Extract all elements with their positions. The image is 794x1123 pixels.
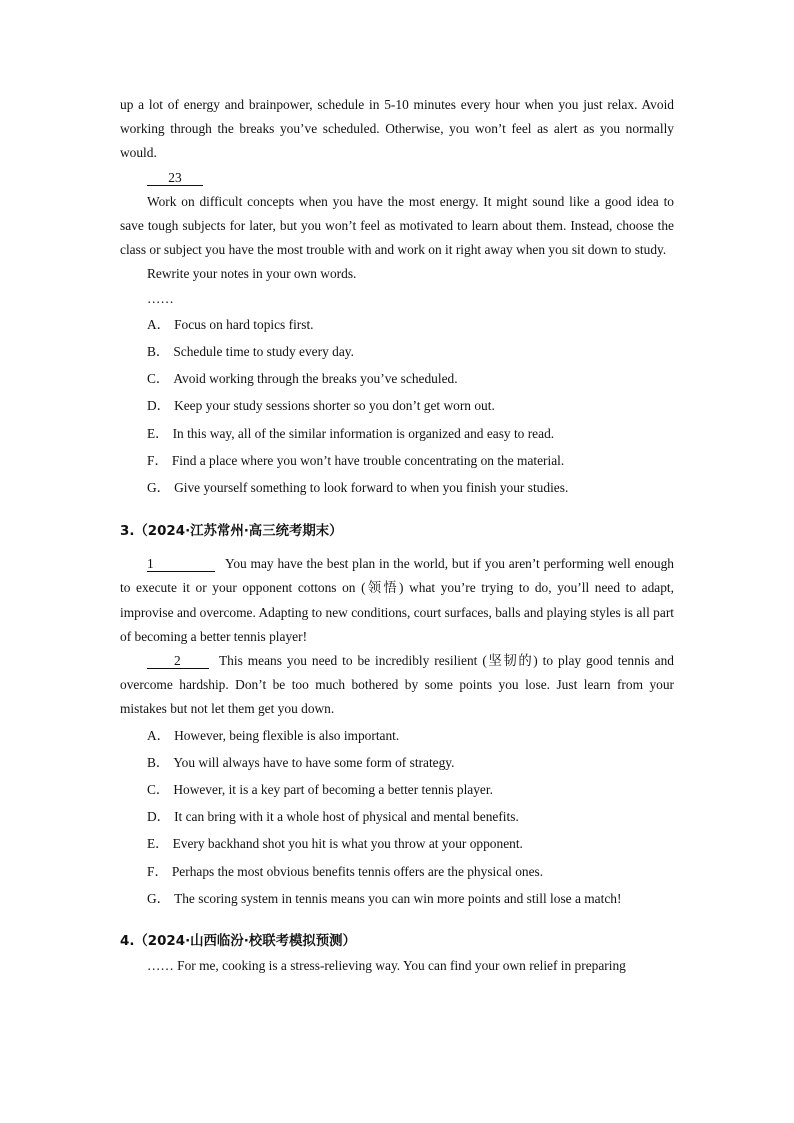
option-text: Give yourself something to look forward to when you finish your studies. — [174, 480, 569, 496]
section3-para2-wrap — [120, 649, 674, 722]
answer-blank-2[interactable]: 2 — [147, 653, 209, 669]
section2-para2: Rewrite your notes in your own words. — [147, 266, 357, 282]
option-letter: A． — [147, 316, 171, 332]
option-text: Perhaps the most obvious benefits tennis offers are the physical ones. — [171, 863, 544, 879]
section3-heading: 3.（2024·江苏常州·高三统考期末） — [120, 524, 343, 540]
option-letter: C． — [147, 782, 170, 798]
answer-blank-23[interactable]: 23 — [147, 170, 203, 186]
option-letter: C． — [147, 371, 170, 387]
option-letter: D． — [147, 809, 171, 825]
option-letter: G． — [147, 890, 171, 906]
option-e — [120, 830, 674, 857]
option-letter: B． — [147, 754, 170, 770]
section2-para1: Work on difficult concepts when you have the most energy. It might sound like a good idea to save tough subjects for later, but you won’t feel as motivated to learn about them. Instead, choose the class or subject you have the most trouble with and work on it right away when you sit down to study. — [120, 193, 674, 258]
option-d — [120, 803, 674, 830]
option-c — [120, 776, 674, 803]
section3-options — [120, 722, 674, 912]
option-b — [120, 749, 674, 776]
option-text: Avoid working through the breaks you’ve scheduled. — [173, 371, 458, 387]
blank-23-line — [120, 166, 674, 190]
answer-blank-1[interactable]: 1 — [147, 556, 215, 572]
option-text: However, it is a key part of becoming a better tennis player. — [173, 782, 493, 798]
option-text: However, being flexible is also important. — [174, 727, 400, 743]
option-c — [120, 365, 674, 392]
option-text: In this way, all of the similar information is organized and easy to read. — [172, 425, 555, 441]
option-text: Every backhand shot you hit is what you throw at your opponent. — [172, 836, 523, 852]
section3-para2: This means you need to be incredibly resilient (坚韧的) to play good tennis and overcome hardship. Don’t be too much bothered by some points you lose. Just learn from your mistakes but not let them get you down. — [120, 653, 674, 717]
option-f — [120, 447, 674, 474]
option-d — [120, 392, 674, 419]
option-f — [120, 858, 674, 885]
option-a — [120, 311, 674, 338]
option-text: Keep your study sessions shorter so you don’t get worn out. — [174, 398, 495, 414]
option-letter: B． — [147, 344, 170, 360]
option-a — [120, 722, 674, 749]
option-letter: G． — [147, 480, 171, 496]
option-text: You will always have to have some form of strategy. — [173, 754, 455, 770]
option-e — [120, 420, 674, 447]
section4-heading: 4.（2024·山西临汾·校联考模拟预测） — [120, 934, 356, 950]
section3-para1-wrap — [120, 552, 674, 649]
option-text: Schedule time to study every day. — [173, 344, 354, 360]
option-g — [120, 474, 674, 501]
document-page — [120, 93, 674, 978]
option-text: Find a place where you won’t have trouble concentrating on the material. — [171, 452, 565, 468]
section3-para1: You may have the best plan in the world, but if you aren’t performing well enough to execute it or your opponent cottons on (领悟) what you’re trying to do, you’ll need to adapt, improvise and overcome. Adapting to new conditions, court surfaces, balls and playing styles is all part of becoming a better tennis player! — [120, 556, 674, 644]
section2-intro: up a lot of energy and brainpower, schedule in 5-10 minutes every hour when you just relax. Avoid working through the breaks you’ve scheduled. Otherwise, you won’t feel as alert as you normally would. — [120, 97, 674, 161]
option-g — [120, 885, 674, 912]
option-letter: E． — [147, 425, 169, 441]
option-text: The scoring system in tennis means you can win more points and still lose a match! — [174, 890, 622, 906]
section2-ellipsis: …… — [147, 290, 174, 306]
option-letter: E． — [147, 836, 169, 852]
option-letter: D． — [147, 398, 171, 414]
section4-para1: …… For me, cooking is a stress-relieving way. You can find your own relief in preparing — [147, 958, 626, 974]
option-letter: A． — [147, 727, 171, 743]
option-letter: F． — [147, 452, 168, 468]
option-text: It can bring with it a whole host of physical and mental benefits. — [174, 809, 519, 825]
option-letter: F． — [147, 863, 168, 879]
option-text: Focus on hard topics first. — [174, 316, 314, 332]
option-b — [120, 338, 674, 365]
section2-options — [120, 311, 674, 501]
